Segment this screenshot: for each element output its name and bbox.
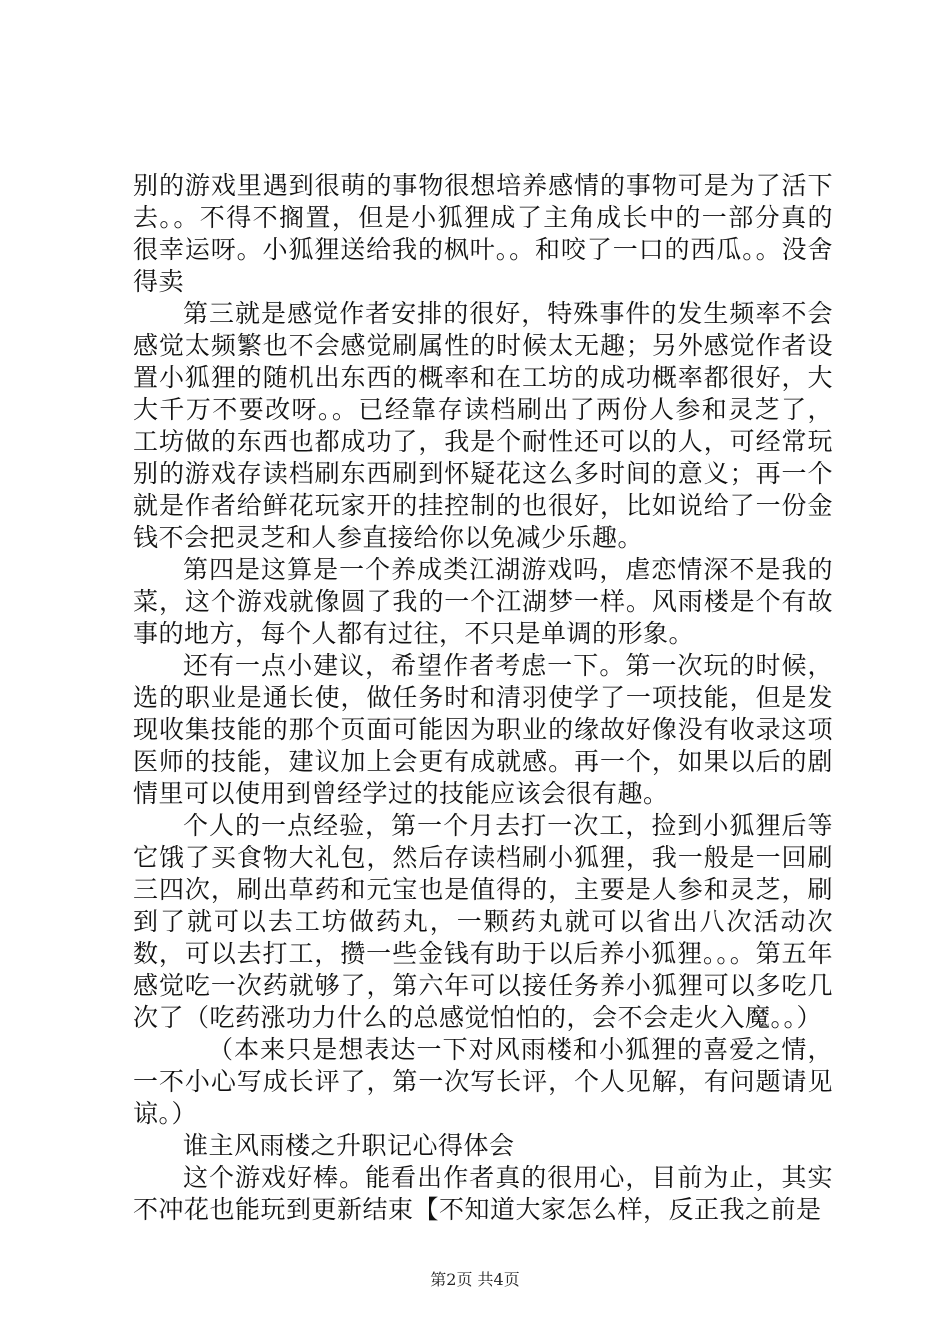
paragraph-continuation: 别的游戏里遇到很萌的事物很想培养感情的事物可是为了活下去。。不得不搁置，但是小狐狸成了主角成长中的一部分真的很幸运呀。小狐狸送给我的枫叶。。和咬了一口的西瓜。。没舍得卖	[133, 171, 833, 296]
section-heading: 谁主风雨楼之升职记心得体会	[183, 1131, 515, 1160]
paragraph-new-section: 这个游戏好棒。能看出作者真的很用心，目前为止，其实不冲花也能玩到更新结束【不知道大家怎么样，反正我之前是	[133, 1163, 833, 1224]
paragraph-closing-note: （本来只是想表达一下对风雨楼和小狐狸的喜爱之情，一不小心写成长评了，第一次写长评，个人见解，有问题请见谅。）	[133, 1035, 833, 1128]
paragraph-third-point: 第三就是感觉作者安排的很好，特殊事件的发生频率不会感觉太频繁也不会感觉刷属性的时候太无趣；另外感觉作者设置小狐狸的随机出东西的概率和在工坊的成功概率都很好，大大千万不要改呀。。已经靠存读档刷出了两份人参和灵芝了，工坊做的东西也都成功了，我是个耐性还可以的人，可经常玩别的游戏存读档刷东西刷到怀疑花这么多时间的意义；再一个就是作者给鲜花玩家开的挂控制的也很好，比如说给了一份金钱不会把灵芝和人参直接给你以免减少乐趣。	[133, 299, 833, 552]
page-number-footer: 第2页 共4页	[430, 1270, 520, 1289]
paragraph-suggestion: 还有一点小建议，希望作者考虑一下。第一次玩的时候，选的职业是通长使，做任务时和清羽使学了一项技能，但是发现收集技能的那个页面可能因为职业的缘故好像没有收录这项医师的技能，建议加上会更有成就感。再一个，如果以后的剧情里可以使用到曾经学过的技能应该会很有趣。	[133, 651, 833, 808]
document-body	[133, 170, 833, 1226]
paragraph-fourth-point: 第四是这算是一个养成类江湖游戏吗，虐恋情深不是我的菜，这个游戏就像圆了我的一个江湖梦一样。风雨楼是个有故事的地方，每个人都有过往，不只是单调的形象。	[133, 555, 833, 648]
paragraph-experience: 个人的一点经验，第一个月去打一次工，捡到小狐狸后等它饿了买食物大礼包，然后存读档刷小狐狸，我一般是一回刷三四次，刷出草药和元宝也是值得的，主要是人参和灵芝，刷到了就可以去工坊做药丸，一颗药丸就可以省出八次活动次数，可以去打工，攒一些金钱有助于以后养小狐狸。。。第五年感觉吃一次药就够了，第六年可以接任务养小狐狸可以多吃几次了（吃药涨功力什么的总感觉怕怕的，会不会走火入魔。。）	[133, 811, 833, 1032]
